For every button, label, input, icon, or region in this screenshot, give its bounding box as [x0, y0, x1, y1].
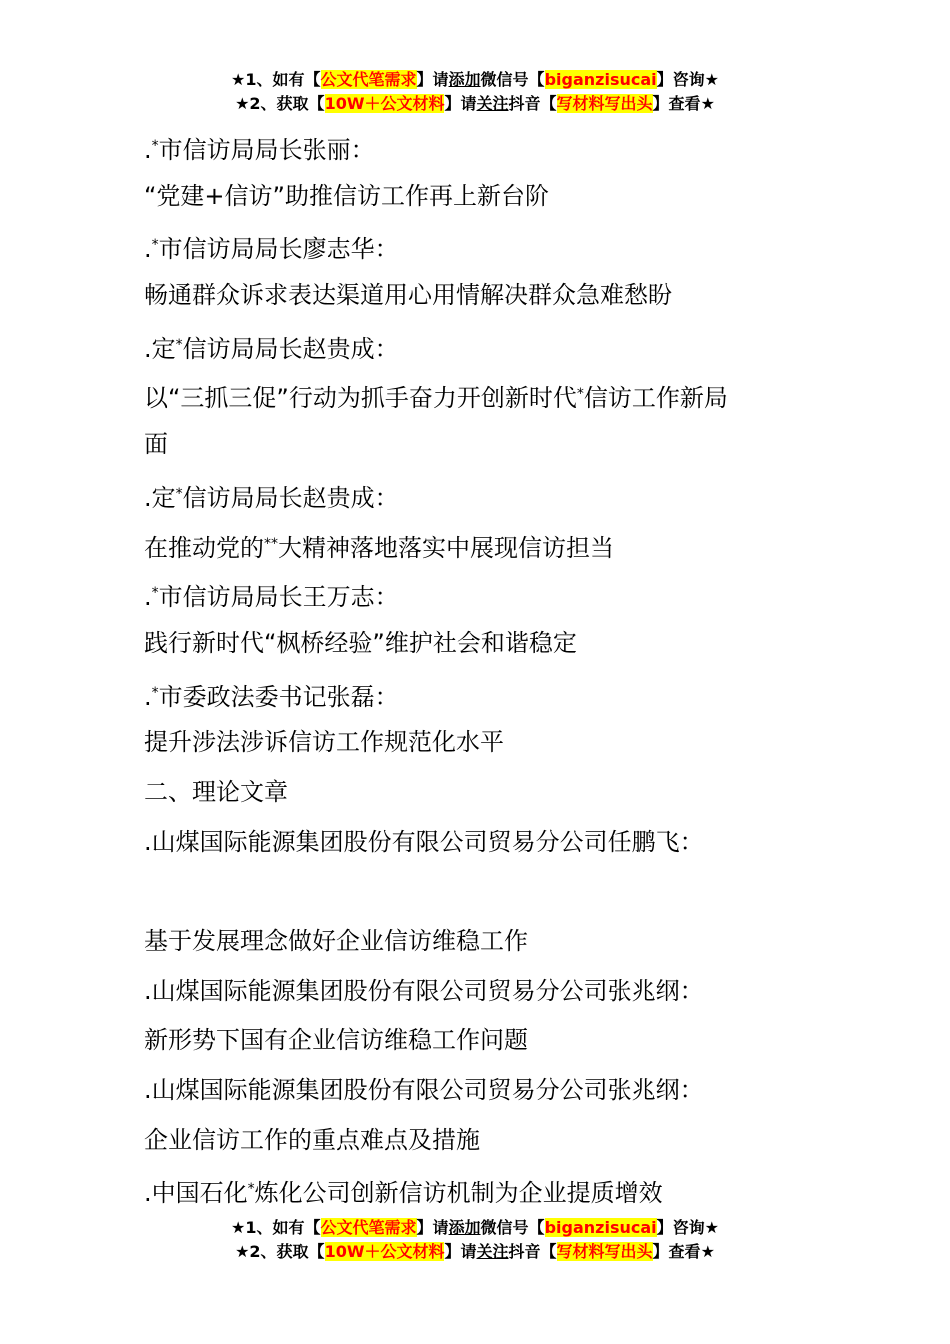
article-title: 企业信访工作的重点难点及措施 [144, 1125, 480, 1154]
highlight-douyin: 写材料写出头 [556, 94, 653, 113]
author-line: .*市信访局局长廖志华： [144, 235, 399, 264]
blank-line [144, 867, 824, 917]
banner-line-1: ★1、如有【公文代笔需求】请添加微信号【biganzisucai】咨询★ [231, 1218, 719, 1237]
article-title: 畅通群众诉求表达渠道用心用情解决群众急难愁盼 [144, 281, 672, 310]
star-icon: ★ [704, 1218, 719, 1237]
star-icon: ★ [704, 70, 719, 89]
article-title: 基于发展理念做好企业信访维稳工作 [144, 927, 528, 955]
highlight-wechat-id: biganzisucai [544, 70, 657, 89]
author-line: .山煤国际能源集团股份有限公司贸易分公司张兆纲： [144, 976, 704, 1005]
highlight-wechat-id: biganzisucai [544, 1218, 657, 1237]
header-banner [0, 68, 950, 116]
author-line: .定*信访局局长赵贵成： [144, 334, 399, 363]
highlight-service: 公文代笔需求 [320, 1218, 417, 1237]
article-title: 提升涉法涉诉信访工作规范化水平 [144, 728, 504, 757]
author-line: .山煤国际能源集团股份有限公司贸易分公司张兆纲： [144, 1076, 704, 1105]
article-title: “党建+信访”助推信访工作再上新台阶 [144, 181, 549, 210]
highlight-service: 公文代笔需求 [320, 70, 417, 89]
article-title: 新形势下国有企业信访维稳工作问题 [144, 1026, 528, 1055]
author-line: .*市信访局局长张丽： [144, 136, 375, 164]
banner-line-1: ★1、如有【公文代笔需求】请添加微信号【biganzisucai】咨询★ [231, 70, 719, 89]
author-line: .定*信访局局长赵贵成： [144, 483, 399, 512]
highlight-materials: 10W＋公文材料 [324, 94, 445, 113]
article-title: .中国石化*炼化公司创新信访机制为企业提质增效 [144, 1179, 663, 1208]
author-line: .*市信访局局长王万志： [144, 583, 399, 612]
star-icon: ★ [700, 1242, 715, 1261]
document-body [144, 122, 824, 1215]
star-icon: ★ [231, 1218, 246, 1237]
star-icon: ★ [235, 1242, 250, 1261]
article-title: 以“三抓三促”行动为抓手奋力开创新时代*信访工作新局 [144, 384, 728, 413]
banner-line-2: ★2、获取【10W＋公文材料】请关注抖音【写材料写出头】查看★ [235, 94, 715, 113]
article-title: 践行新时代“枫桥经验”维护社会和谐稳定 [144, 628, 577, 657]
footer-banner [0, 1216, 950, 1264]
highlight-materials: 10W＋公文材料 [324, 1242, 445, 1261]
star-icon: ★ [231, 70, 246, 89]
author-line: .*市委政法委书记张磊： [144, 682, 399, 711]
star-icon: ★ [700, 94, 715, 113]
star-icon: ★ [235, 94, 250, 113]
highlight-douyin: 写材料写出头 [556, 1242, 653, 1261]
author-line: .山煤国际能源集团股份有限公司贸易分公司任鹏飞： [144, 827, 704, 856]
banner-line-2: ★2、获取【10W＋公文材料】请关注抖音【写材料写出头】查看★ [235, 1242, 715, 1261]
article-title-continued: 面 [144, 430, 168, 459]
section-heading: 二、理论文章 [144, 777, 288, 806]
article-title: 在推动党的**大精神落地落实中展现信访担当 [144, 533, 614, 562]
